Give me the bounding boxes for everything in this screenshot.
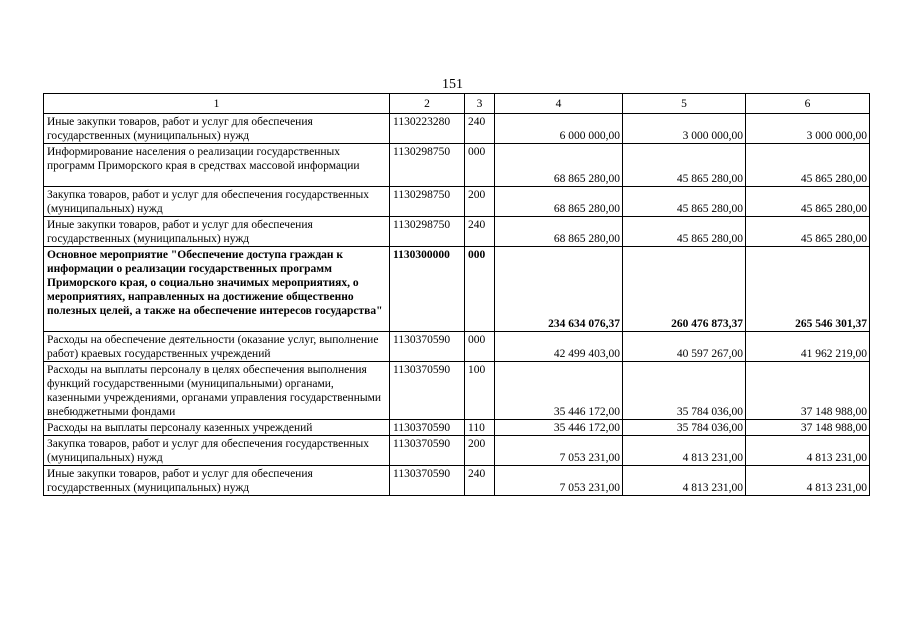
row-amount-year3: 4 813 231,00 — [746, 466, 870, 496]
row-amount-year2: 35 784 036,00 — [623, 420, 746, 436]
row-amount-year1: 234 634 076,37 — [495, 247, 623, 332]
row-amount-year2: 40 597 267,00 — [623, 332, 746, 362]
row-amount-year1: 7 053 231,00 — [495, 466, 623, 496]
row-expense-type: 200 — [465, 187, 495, 217]
table-row — [44, 436, 870, 466]
row-expense-type: 240 — [465, 217, 495, 247]
row-name: Иные закупки товаров, работ и услуг для обеспечения государственных (муниципальных) нужд — [44, 466, 390, 496]
row-amount-year3: 37 148 988,00 — [746, 362, 870, 420]
table-row — [44, 420, 870, 436]
row-expense-type: 000 — [465, 247, 495, 332]
table-row — [44, 217, 870, 247]
row-target-code: 1130298750 — [390, 217, 465, 247]
row-amount-year2: 45 865 280,00 — [623, 144, 746, 187]
row-name: Закупка товаров, работ и услуг для обеспечения государственных (муниципальных) нужд — [44, 187, 390, 217]
header-cell: 2 — [390, 94, 465, 114]
page-number: 151 — [442, 77, 463, 92]
header-cell: 4 — [495, 94, 623, 114]
row-name: Расходы на обеспечение деятельности (оказание услуг, выполнение работ) краевых государственных учреждений — [44, 332, 390, 362]
row-expense-type: 100 — [465, 362, 495, 420]
row-target-code: 1130300000 — [390, 247, 465, 332]
row-expense-type: 240 — [465, 114, 495, 144]
row-name: Расходы на выплаты персоналу казенных учреждений — [44, 420, 390, 436]
table-row — [44, 114, 870, 144]
row-target-code: 1130370590 — [390, 436, 465, 466]
row-name: Иные закупки товаров, работ и услуг для обеспечения государственных (муниципальных) нужд — [44, 114, 390, 144]
row-expense-type: 000 — [465, 144, 495, 187]
table-row — [44, 187, 870, 217]
row-name: Иные закупки товаров, работ и услуг для обеспечения государственных (муниципальных) нужд — [44, 217, 390, 247]
row-target-code: 1130370590 — [390, 466, 465, 496]
row-amount-year1: 68 865 280,00 — [495, 187, 623, 217]
table-header-row — [44, 94, 870, 114]
row-name: Информирование населения о реализации государственных программ Приморского края в средствах массовой информации — [44, 144, 390, 187]
table-row — [44, 332, 870, 362]
row-amount-year3: 45 865 280,00 — [746, 144, 870, 187]
row-amount-year2: 4 813 231,00 — [623, 466, 746, 496]
row-amount-year2: 45 865 280,00 — [623, 217, 746, 247]
row-expense-type: 110 — [465, 420, 495, 436]
row-amount-year1: 35 446 172,00 — [495, 362, 623, 420]
row-amount-year1: 35 446 172,00 — [495, 420, 623, 436]
row-amount-year1: 42 499 403,00 — [495, 332, 623, 362]
header-cell: 6 — [746, 94, 870, 114]
row-expense-type: 200 — [465, 436, 495, 466]
row-amount-year1: 68 865 280,00 — [495, 217, 623, 247]
header-cell: 1 — [44, 94, 390, 114]
row-target-code: 1130223280 — [390, 114, 465, 144]
table-row — [44, 466, 870, 496]
row-amount-year3: 45 865 280,00 — [746, 217, 870, 247]
row-target-code: 1130370590 — [390, 332, 465, 362]
row-amount-year2: 35 784 036,00 — [623, 362, 746, 420]
row-target-code: 1130298750 — [390, 144, 465, 187]
table-row-main-activity — [44, 247, 870, 332]
row-amount-year1: 68 865 280,00 — [495, 144, 623, 187]
row-amount-year2: 3 000 000,00 — [623, 114, 746, 144]
row-name: Закупка товаров, работ и услуг для обеспечения государственных (муниципальных) нужд — [44, 436, 390, 466]
table-row — [44, 362, 870, 420]
row-amount-year2: 4 813 231,00 — [623, 436, 746, 466]
row-amount-year2: 45 865 280,00 — [623, 187, 746, 217]
row-amount-year3: 45 865 280,00 — [746, 187, 870, 217]
header-cell: 3 — [465, 94, 495, 114]
budget-table — [43, 93, 870, 496]
row-amount-year1: 6 000 000,00 — [495, 114, 623, 144]
row-expense-type: 000 — [465, 332, 495, 362]
row-name: Расходы на выплаты персоналу в целях обеспечения выполнения функций государственными (муниципальными) органами, казенными учреждениями, органами управления государственными внебюджетными фондами — [44, 362, 390, 420]
row-target-code: 1130370590 — [390, 420, 465, 436]
row-amount-year3: 3 000 000,00 — [746, 114, 870, 144]
row-amount-year3: 41 962 219,00 — [746, 332, 870, 362]
header-cell: 5 — [623, 94, 746, 114]
row-amount-year3: 4 813 231,00 — [746, 436, 870, 466]
row-amount-year2: 260 476 873,37 — [623, 247, 746, 332]
row-expense-type: 240 — [465, 466, 495, 496]
row-name: Основное мероприятие "Обеспечение доступа граждан к информации о реализации государственных программ Приморского края, о социально значимых мероприятиях, о мероприятиях, направленных на достижение общественно полезных целей, а также на обеспечение интересов государства" — [44, 247, 390, 332]
table-row — [44, 144, 870, 187]
row-amount-year1: 7 053 231,00 — [495, 436, 623, 466]
row-target-code: 1130298750 — [390, 187, 465, 217]
row-amount-year3: 37 148 988,00 — [746, 420, 870, 436]
row-target-code: 1130370590 — [390, 362, 465, 420]
row-amount-year3: 265 546 301,37 — [746, 247, 870, 332]
